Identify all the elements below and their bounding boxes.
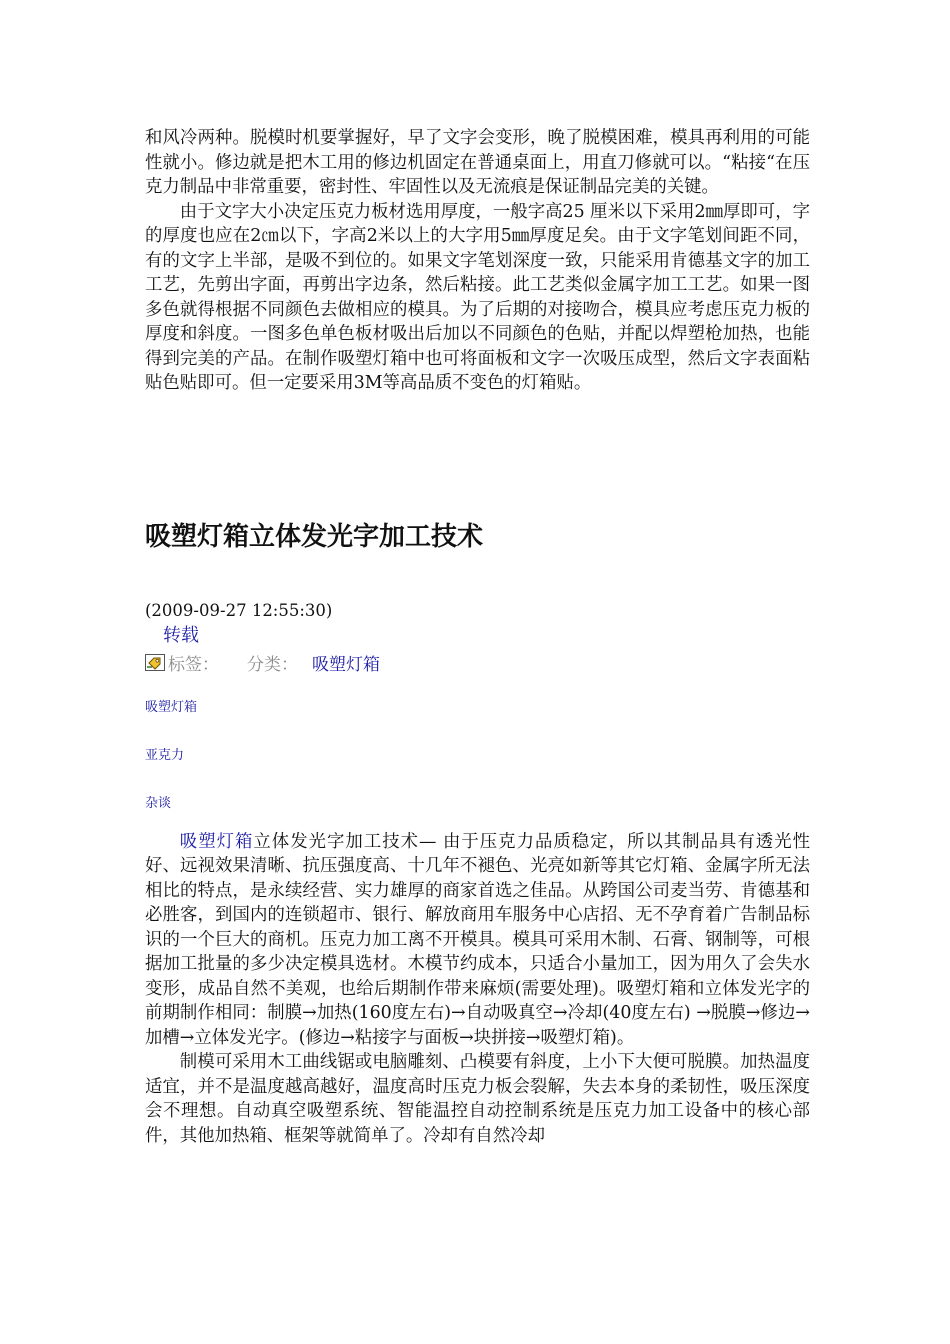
category-label: 分类： [247,655,298,675]
tag-link-3[interactable]: 杂谈 [145,795,172,811]
tag-list [145,700,810,844]
inline-category-link[interactable]: 吸塑灯箱 [179,831,254,852]
article-title: 吸塑灯箱立体发光字加工技术 [145,521,484,552]
tag-icon [145,654,165,671]
document-page [145,126,810,1148]
repost-link[interactable]: 转载 [163,624,199,646]
paragraph-body-1 [145,830,810,1051]
section-spacer [145,396,810,520]
paragraph-top-1: 和风冷两种。脱模时机要掌握好，早了文字会变形，晚了脱模困难，模具再利用的可能性就小。修边就是把木工用的修边机固定在普通桌面上，用直刀修就可以。“粘接“在压克力制品中非常重要，密封性、牢固性以及无流痕是保证制品完美的关键。 [145,128,810,197]
paragraph-top-2: 由于文字大小决定压克力板材选用厚度，一般字高25 厘米以下采用2㎜厚即可，字的厚度也应在2㎝以下，字高2米以上的大字用5㎜厚度足矣。由于文字笔划间距不同，有的文字上半部，是吸不到位的。如果文字笔划深度一致，只能采用肯德基文字的加工工艺，先剪出字面，再剪出字边条，然后粘接。此工艺类似金属字加工工艺。如果一图多色就得根据不同颜色去做相应的模具。为了后期的对接吻合，模具应考虑压克力板的厚度和斜度。一图多色单色板材吸出后加以不同颜色的色贴，并配以焊塑枪加热，也能得到完美的产品。在制作吸塑灯箱中也可将面板和文字一次吸压成型，然后文字表面粘贴色贴即可。但一定要采用3M等高品质不变色的灯箱贴。 [145,201,810,393]
paragraph-body-1-text: 立体发光字加工技术— 由于压克力品质稳定，所以其制品具有透光性好、远视效果清晰、抗压强度高、十几年不褪色、光亮如新等其它灯箱、金属字所无法相比的特点，是永续经营、实力雄厚的商家首选之佳品。从跨国公司麦当劳、肯德基和必胜客，到国内的连锁超市、银行、解放商用车服务中心店招、无不孕育着广告制品标识的一个巨大的商机。压克力加工离不开模具。模具可采用木制、石膏、钢制等，可根据加工批量的多少决定模具选材。木模节约成本，只适合小量加工，因为用久了会失水变形，成品自然不美观，也给后期制作带来麻烦(需要处理)。吸塑灯箱和立体发光字的前期制作相同：制膜→加热(160度左右)→自动吸真空→冷却(40度左右) →脱膜→修边→加槽→立体发光字。(修边→粘接字与面板→块拼接→吸塑灯箱)。 [145,831,810,1048]
article-date: (2009-09-27 12:55:30) [145,600,333,620]
category-link[interactable]: 吸塑灯箱 [312,655,380,675]
tag-link-1[interactable]: 吸塑灯箱 [145,699,198,715]
article-meta [145,650,810,676]
tag-link-2[interactable]: 亚克力 [145,747,185,763]
paragraph-body-2: 制模可采用木工曲线锯或电脑雕刻、凸模要有斜度，上小下大便可脱膜。加热温度适宜，并不是温度越高越好，温度高时压克力板会裂解，失去本身的柔韧性，吸压深度会不理想。自动真空吸塑系统、智能温控自动控制系统是压克力加工设备中的核心部件，其他加热箱、框架等就简单了。冷却有自然冷却 [145,1052,810,1146]
tag-label: 标签： [168,655,219,675]
